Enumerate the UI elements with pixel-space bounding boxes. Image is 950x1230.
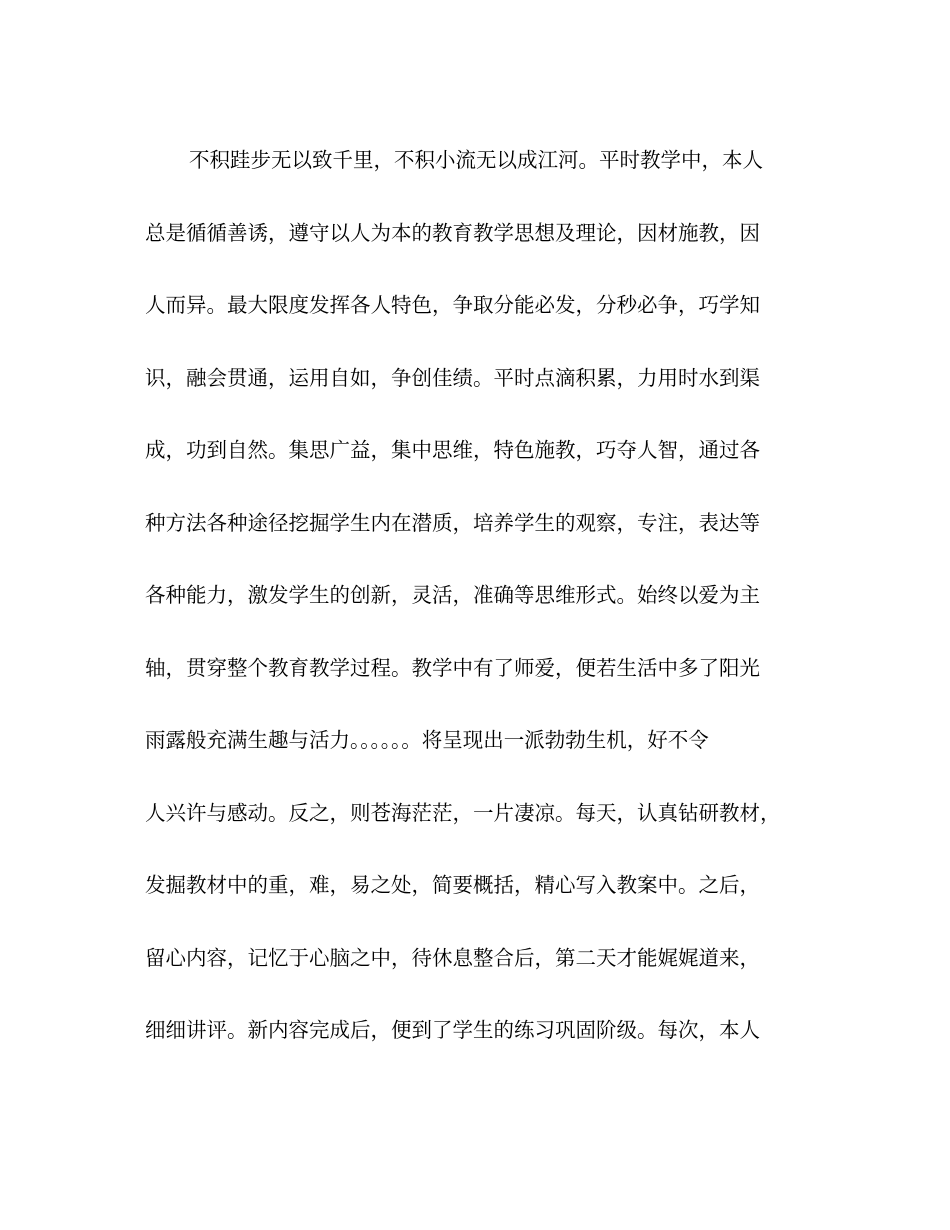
paragraph-line: 不积跬步无以致千里，不积小流无以成江河。平时教学中，本人	[189, 148, 763, 172]
paragraph-line: 雨露般充满生趣与活力。。。。。。将呈现出一派勃勃生机，好不令	[145, 728, 709, 752]
paragraph-line: 人而异。最大限度发挥各人特色，争取分能必发，分秒必争，巧学知	[145, 293, 760, 317]
paragraph-line: 各种能力，激发学生的创新，灵活，准确等思维形式。始终以爱为主	[145, 583, 760, 607]
paragraph-line: 发掘教材中的重，难，易之处，简要概括，精心写入教案中。之后，	[145, 873, 760, 897]
paragraph-line: 轴，贯穿整个教育教学过程。教学中有了师爱，便若生活中多了阳光	[145, 655, 760, 680]
paragraph-line: 留心内容，记忆于心脑之中，待休息整合后，第二天才能娓娓道来，	[145, 945, 760, 970]
paragraph-line: 人兴许与感动。反之，则苍海茫茫，一片凄凉。每天，认真钻研教材，	[145, 800, 781, 825]
paragraph-line: 成，功到自然。集思广益，集中思维，特色施教，巧夺人智，通过各	[145, 438, 760, 462]
paragraph-line: 识，融会贯通，运用自如，争创佳绩。平时点滴积累，力用时水到渠	[145, 365, 760, 390]
body-paragraph	[145, 142, 825, 1085]
paragraph-line: 种方法各种途径挖掘学生内在潜质，培养学生的观察，专注，表达等	[145, 510, 760, 535]
paragraph-line: 细细讲评。新内容完成后，便到了学生的练习巩固阶级。每次，本人	[145, 1018, 760, 1042]
paragraph-line: 总是循循善诱，遵守以人为本的教育教学思想及理论，因材施教，因	[145, 220, 760, 245]
